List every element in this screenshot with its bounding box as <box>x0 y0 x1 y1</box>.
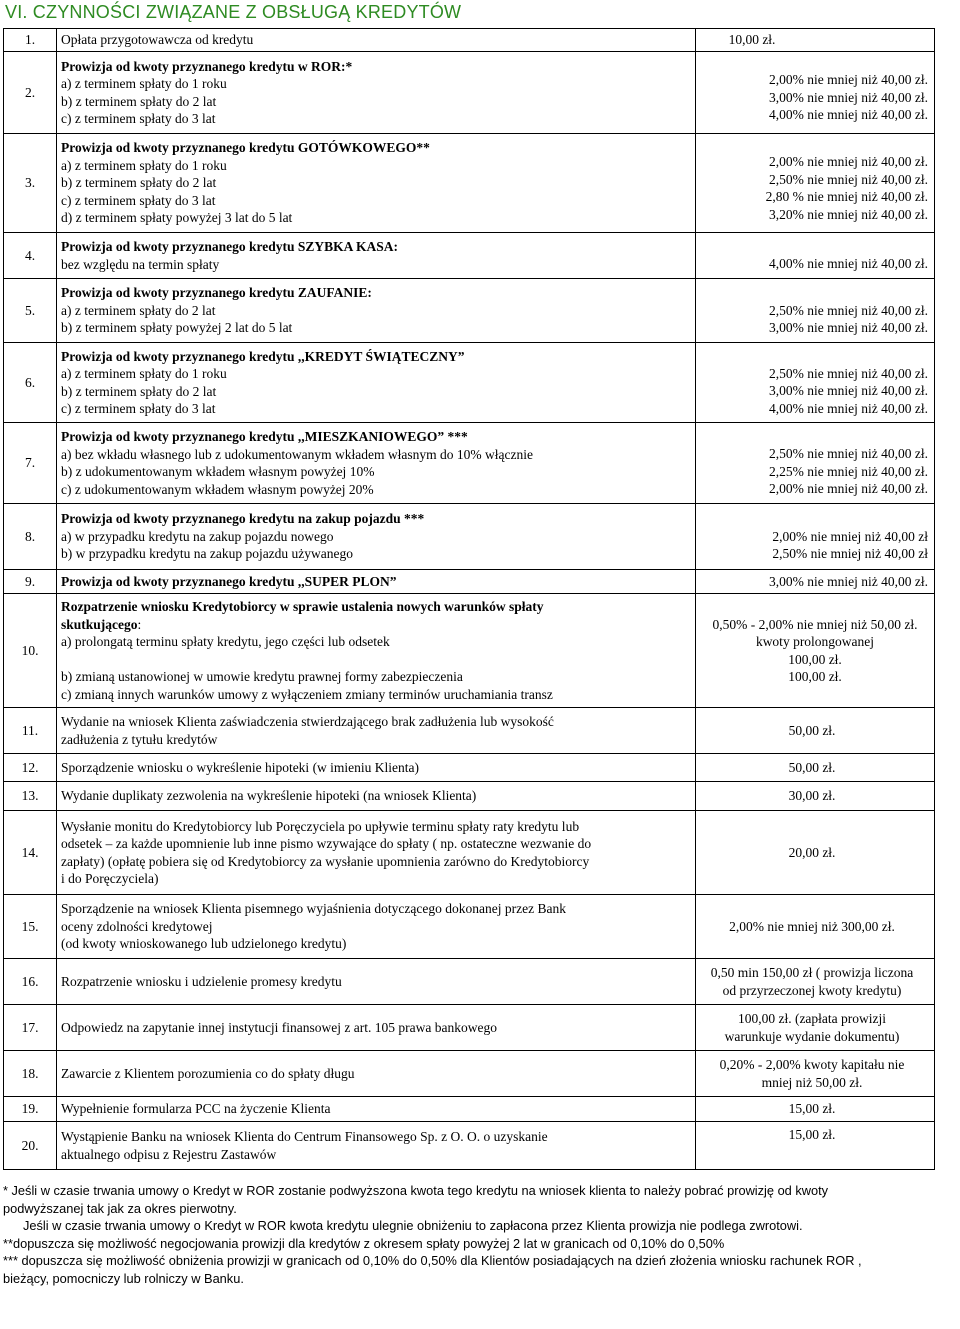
row-number: 3. <box>4 134 57 233</box>
table-row <box>4 959 935 1005</box>
row-description: Rozpatrzenie wniosku Kredytobiorcy w sprawie ustalenia nowych warunków spłaty skutkującego: a) prolongatą terminu spłaty kredytu, jego części lub odsetek b) zmianą ustanowionej w umowie kredytu prawnej formy zabezpieczenia c) zmianą innych warunków umowy z wyłączeniem zmiany terminów uruchamiania transz <box>57 594 696 708</box>
row-description: Zawarcie z Klientem porozumienia co do spłaty długu <box>57 1051 696 1097</box>
row-description: Prowizja od kwoty przyznanego kredytu ,,MIESZKANIOWEGO” *** a) bez wkładu własnego lub z udokumentowanym wkładem własnym do 10% włącznie b) z udokumentowanym wkładem własnym powyżej 10% c) z udokumentowanym wkładem własnym powyżej 20% <box>57 423 696 504</box>
row-description: Wystąpienie Banku na wniosek Klienta do Centrum Finansowego Sp. z O. O. o uzyskanie aktualnego odpisu z Rejestru Zastawów <box>57 1122 696 1170</box>
table-row <box>4 594 935 708</box>
row-description: Prowizja od kwoty przyznanego kredytu ,,SUPER PLON” <box>57 570 696 594</box>
row-number: 13. <box>4 782 57 811</box>
table-row <box>4 1005 935 1051</box>
footnote-1-cont: podwyższanej tak jak za okres pierwotny. <box>3 1200 237 1216</box>
row-number: 18. <box>4 1051 57 1097</box>
fee-table <box>3 28 935 1170</box>
row-value: 2,50% nie mniej niż 40,00 zł. 2,25% nie mniej niż 40,00 zł. 2,00% nie mniej niż 40,00 zł. <box>696 423 935 504</box>
table-row <box>4 811 935 895</box>
row-description: Wydanie na wniosek Klienta zaświadczenia stwierdzającego brak zadłużenia lub wysokość zadłużenia z tytułu kredytów <box>57 708 696 754</box>
row-description: Odpowiedz na zapytanie innej instytucji finansowej z art. 105 prawa bankowego <box>57 1005 696 1051</box>
row-number: 1. <box>4 29 57 52</box>
table-row <box>4 895 935 959</box>
table-row <box>4 1097 935 1122</box>
row-number: 6. <box>4 343 57 423</box>
table-row <box>4 423 935 504</box>
row-number: 20. <box>4 1122 57 1170</box>
row-value: 50,00 zł. <box>696 754 935 782</box>
row-value: 30,00 zł. <box>696 782 935 811</box>
row-number: 7. <box>4 423 57 504</box>
table-row <box>4 134 935 233</box>
table-row <box>4 1122 935 1170</box>
row-value: 10,00 zł. <box>696 29 935 52</box>
row-value: 0,50% - 2,00% nie mniej niż 50,00 zł. kwoty prolongowanej 100,00 zł. 100,00 zł. <box>696 594 935 708</box>
row-value: 2,50% nie mniej niż 40,00 zł. 3,00% nie mniej niż 40,00 zł. 4,00% nie mniej niż 40,00 zł. <box>696 343 935 423</box>
row-number: 5. <box>4 279 57 343</box>
row-value: 50,00 zł. <box>696 708 935 754</box>
row-value: 2,00% nie mniej niż 40,00 zł. 2,50% nie mniej niż 40,00 zł. 2,80 % nie mniej niż 40,00 zł. 3,20% nie mniej niż 40,00 zł. <box>696 134 935 233</box>
footnote-1-extra: Jeśli w czasie trwania umowy o Kredyt w ROR kwota kredytu ulegnie obniżeniu to zapłacona przez Klienta prowizja nie podlega zwrotowi. <box>23 1218 803 1233</box>
row-description: Sporządzenie na wniosek Klienta pisemnego wyjaśnienia dotyczącego dokonanej przez Bank oceny zdolności kredytowej (od kwoty wnioskowanego lub udzielonego kredytu) <box>57 895 696 959</box>
row-description: Prowizja od kwoty przyznanego kredytu SZYBKA KASA: bez względu na termin spłaty <box>57 233 696 279</box>
table-row <box>4 233 935 279</box>
row-number: 19. <box>4 1097 57 1122</box>
table-row <box>4 1051 935 1097</box>
footnote-3: *** dopuszcza się możliwość obniżenia prowizji w granicach od 0,10% do 0,50% dla Klientów posiadających na dzień złożenia wniosku rachunek ROR , <box>3 1253 862 1268</box>
row-value: 2,00% nie mniej niż 300,00 zł. <box>696 895 935 959</box>
table-row <box>4 343 935 423</box>
row-description: Sporządzenie wniosku o wykreślenie hipoteki (w imieniu Klienta) <box>57 754 696 782</box>
row-number: 11. <box>4 708 57 754</box>
row-number: 17. <box>4 1005 57 1051</box>
row-value: 2,00% nie mniej niż 40,00 zł. 3,00% nie mniej niż 40,00 zł. 4,00% nie mniej niż 40,00 zł. <box>696 52 935 134</box>
row-value: 2,50% nie mniej niż 40,00 zł. 3,00% nie mniej niż 40,00 zł. <box>696 279 935 343</box>
row-description: Wysłanie monitu do Kredytobiorcy lub Poręczyciela po upływie terminu spłaty raty kredytu lub odsetek – za każde upomnienie lub inne pismo wzywające do spłaty ( np. ostateczne wezwanie do zapłaty) (opłatę pobiera się od Kredytobiorcy za wysłanie upomnienia zarówno do Kredytobiorcy i do Poręczyciela) <box>57 811 696 895</box>
row-value: 2,00% nie mniej niż 40,00 zł 2,50% nie mniej niż 40,00 zł <box>696 504 935 570</box>
row-number: 14. <box>4 811 57 895</box>
row-description: Prowizja od kwoty przyznanego kredytu ZAUFANIE: a) z terminem spłaty do 2 lat b) z terminem spłaty powyżej 2 lat do 5 lat <box>57 279 696 343</box>
row-number: 10. <box>4 594 57 708</box>
row-number: 16. <box>4 959 57 1005</box>
row-description: Wypełnienie formularza PCC na życzenie Klienta <box>57 1097 696 1122</box>
row-number: 9. <box>4 570 57 594</box>
table-row <box>4 782 935 811</box>
row-description: Prowizja od kwoty przyznanego kredytu na zakup pojazdu *** a) w przypadku kredytu na zakup pojazdu nowego b) w przypadku kredytu na zakup pojazdu używanego <box>57 504 696 570</box>
row-description: Wydanie duplikaty zezwolenia na wykreślenie hipoteki (na wniosek Klienta) <box>57 782 696 811</box>
row-value: 0,20% - 2,00% kwoty kapitału nie mniej niż 50,00 zł. <box>696 1051 935 1097</box>
row-value: 15,00 zł. <box>696 1097 935 1122</box>
table-row <box>4 52 935 134</box>
table-row <box>4 504 935 570</box>
footnote-1: * Jeśli w czasie trwania umowy o Kredyt w ROR zostanie podwyższona kwota tego kredytu na wniosek klienta to należy pobrać prowizję od kwoty <box>3 1183 829 1198</box>
table-row <box>4 754 935 782</box>
row-description: Prowizja od kwoty przyznanego kredytu GOTÓWKOWEGO** a) z terminem spłaty do 1 roku b) z terminem spłaty do 2 lat c) z terminem spłaty do 3 lat d) z terminem spłaty powyżej 3 lat do 5 lat <box>57 134 696 233</box>
table-row <box>4 279 935 343</box>
footnote-3-cont: bieżący, pomocniczy lub rolniczy w Banku. <box>3 1270 244 1286</box>
table-row <box>4 570 935 594</box>
row-value: 100,00 zł. (zapłata prowizji warunkuje wydanie dokumentu) <box>696 1005 935 1051</box>
row-value: 20,00 zł. <box>696 811 935 895</box>
row-number: 2. <box>4 52 57 134</box>
row-number: 4. <box>4 233 57 279</box>
row-value: 15,00 zł. <box>696 1122 935 1170</box>
row-number: 12. <box>4 754 57 782</box>
row-value: 3,00% nie mniej niż 40,00 zł. <box>696 570 935 594</box>
table-row <box>4 29 935 52</box>
row-description: Prowizja od kwoty przyznanego kredytu w ROR:* a) z terminem spłaty do 1 roku b) z terminem spłaty do 2 lat c) z terminem spłaty do 3 lat <box>57 52 696 134</box>
footnotes <box>3 1182 960 1287</box>
table-row <box>4 708 935 754</box>
row-description: Prowizja od kwoty przyznanego kredytu ,,KREDYT ŚWIĄTECZNY” a) z terminem spłaty do 1 roku b) z terminem spłaty do 2 lat c) z terminem spłaty do 3 lat <box>57 343 696 423</box>
row-number: 15. <box>4 895 57 959</box>
row-number: 8. <box>4 504 57 570</box>
section-title: VI. CZYNNOŚCI ZWIĄZANE Z OBSŁUGĄ KREDYTÓW <box>5 2 462 22</box>
footnote-2: **dopuszcza się możliwość negocjowania prowizji dla kredytów z okresem spłaty powyżej 2 lat w granicach od 0,10% do 0,50% <box>3 1235 725 1251</box>
row-value: 4,00% nie mniej niż 40,00 zł. <box>696 233 935 279</box>
row-description: Rozpatrzenie wniosku i udzielenie promesy kredytu <box>57 959 696 1005</box>
row-value: 0,50 min 150,00 zł ( prowizja liczona od przyrzeczonej kwoty kredytu) <box>696 959 935 1005</box>
row-description: Opłata przygotowawcza od kredytu <box>57 29 696 52</box>
